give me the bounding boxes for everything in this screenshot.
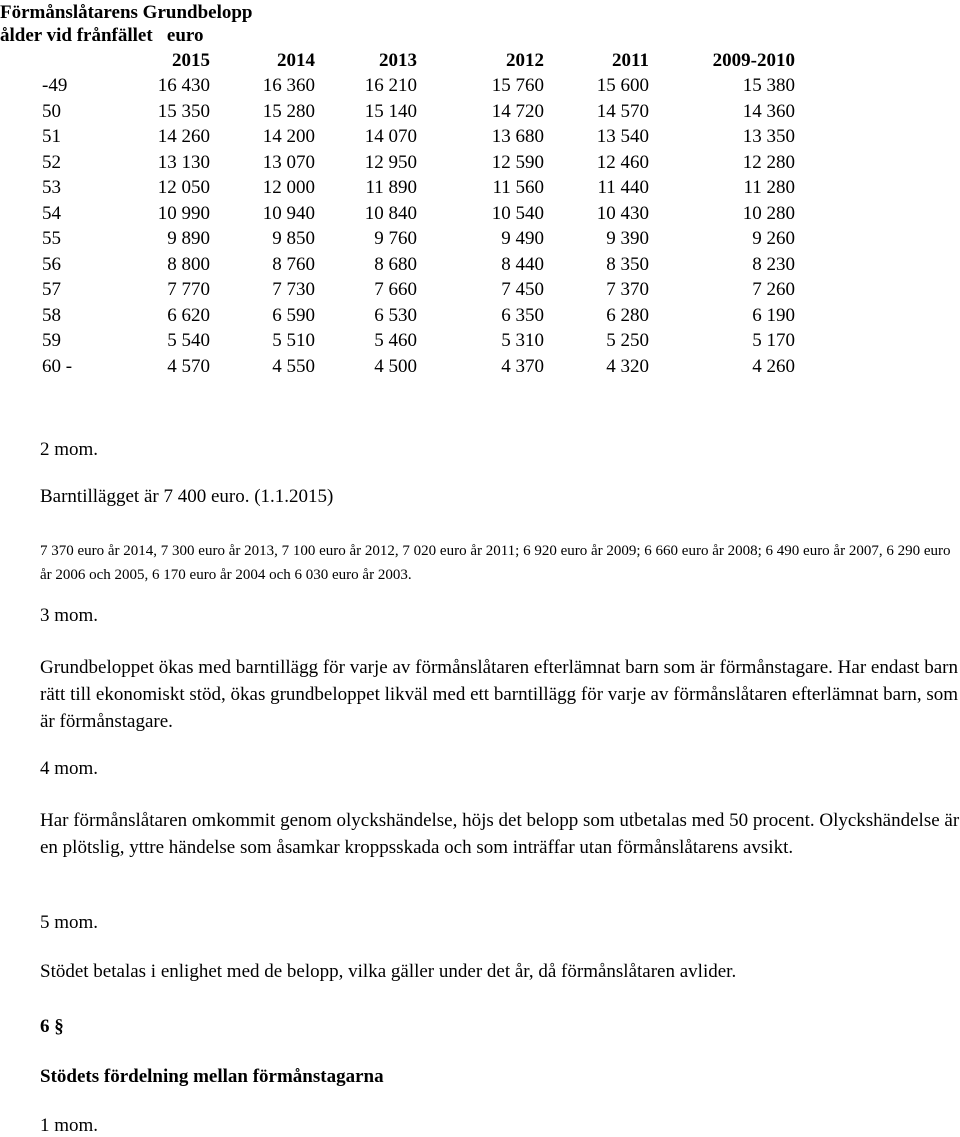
amount-cell: 8 440: [501, 253, 544, 275]
amount-cell: 13 130: [157, 151, 210, 173]
amount-cell: 5 510: [272, 330, 315, 352]
header-year-3: 2013: [379, 49, 417, 71]
mom5-heading: 5 mom.: [40, 912, 99, 933]
amount-cell: 7 770: [167, 279, 210, 301]
amount-cell: 14 070: [364, 126, 417, 148]
amount-cell: 12 460: [596, 151, 649, 173]
amount-cell: 10 840: [364, 202, 417, 224]
mom4-text: Har förmånslåtaren omkommit genom olyckshändelse, höjs det belopp som utbetalas med 50 procent. Olyckshändelse är en plötslig, yttre händelse som åsamkar kroppsskada och som inträffar utan förmånslåtarens avsikt.: [40, 810, 960, 858]
amount-cell: 7 260: [752, 279, 795, 301]
amount-cell: 14 720: [491, 100, 544, 122]
amount-cell: 13 680: [491, 126, 544, 148]
amount-cell: 15 760: [491, 75, 544, 97]
age-cell: 52: [42, 151, 61, 173]
amount-cell: 8 680: [374, 253, 417, 275]
amount-cell: 10 280: [742, 202, 795, 224]
table-row: [0, 125, 795, 151]
section-number: 6 §: [40, 1016, 64, 1037]
amount-cell: 10 430: [596, 202, 649, 224]
amount-cell: 9 850: [272, 228, 315, 250]
amount-cell: 6 530: [374, 304, 417, 326]
amount-cell: 12 280: [742, 151, 795, 173]
amount-cell: 15 600: [596, 75, 649, 97]
amount-cell: 11 280: [743, 177, 795, 199]
amount-cell: 8 760: [272, 253, 315, 275]
amount-cell: 5 250: [606, 330, 649, 352]
table-row: [0, 329, 795, 355]
amount-cell: 7 660: [374, 279, 417, 301]
amount-cell: 13 070: [262, 151, 315, 173]
amount-cell: 13 540: [596, 126, 649, 148]
amount-cell: 16 430: [157, 75, 210, 97]
benefit-table: [0, 48, 795, 380]
mom3-heading: 3 mom.: [40, 605, 99, 626]
amount-cell: 4 370: [501, 355, 544, 377]
amount-cell: 9 260: [752, 228, 795, 250]
amount-cell: 9 490: [501, 228, 544, 250]
age-cell: 54: [42, 202, 61, 224]
header-year-2: 2014: [277, 49, 315, 71]
header-year-1: 2015: [172, 49, 210, 71]
amount-cell: 11 560: [492, 177, 544, 199]
amount-cell: 15 280: [262, 100, 315, 122]
table-caption: ålder vid frånfället euro: [0, 25, 204, 46]
mom2-history: 7 370 euro år 2014, 7 300 euro år 2013, 7 100 euro år 2012, 7 020 euro år 2011; 6 920 euro år 2009; 6 660 euro år 2008; 6 490 euro år 2007, 6 290 euro år 2006 och 2005, 6 170 euro år 2004 och 6 030 euro år 2003.: [40, 543, 951, 583]
amount-cell: 15 380: [742, 75, 795, 97]
mom1-heading: 1 mom.: [40, 1115, 99, 1136]
amount-cell: 14 570: [596, 100, 649, 122]
table-row: [0, 278, 795, 304]
table-row: [0, 354, 795, 380]
amount-cell: 9 760: [374, 228, 417, 250]
document-title: Förmånslåtarens Grundbelopp: [0, 2, 253, 23]
amount-cell: 12 590: [491, 151, 544, 173]
age-cell: 51: [42, 126, 61, 148]
amount-cell: 5 170: [752, 330, 795, 352]
header-year-6: 2009-2010: [712, 49, 795, 71]
age-cell: 57: [42, 279, 61, 301]
amount-cell: 10 540: [491, 202, 544, 224]
amount-cell: 7 370: [606, 279, 649, 301]
amount-cell: 14 200: [262, 126, 315, 148]
amount-cell: 16 210: [364, 75, 417, 97]
amount-cell: 14 360: [742, 100, 795, 122]
amount-cell: 9 390: [606, 228, 649, 250]
amount-cell: 6 620: [167, 304, 210, 326]
amount-cell: 15 140: [364, 100, 417, 122]
amount-cell: 5 540: [167, 330, 210, 352]
mom2-text: Barntillägget är 7 400 euro. (1.1.2015): [40, 486, 334, 507]
amount-cell: 6 280: [606, 304, 649, 326]
amount-cell: 4 500: [374, 355, 417, 377]
table-row: [0, 227, 795, 253]
amount-cell: 4 570: [167, 355, 210, 377]
age-cell: 56: [42, 253, 61, 275]
age-cell: 60 -: [42, 355, 73, 377]
amount-cell: 16 360: [262, 75, 315, 97]
amount-cell: 4 550: [272, 355, 315, 377]
age-cell: 58: [42, 304, 61, 326]
age-cell: 55: [42, 228, 61, 250]
amount-cell: 11 890: [365, 177, 417, 199]
amount-cell: 12 050: [157, 177, 210, 199]
amount-cell: 10 940: [262, 202, 315, 224]
table-row: [0, 201, 795, 227]
mom4-heading: 4 mom.: [40, 758, 99, 779]
amount-cell: 6 590: [272, 304, 315, 326]
table-row: [0, 74, 795, 100]
section-title: Stödets fördelning mellan förmånstagarna: [40, 1066, 384, 1087]
amount-cell: 14 260: [157, 126, 210, 148]
table-row: [0, 303, 795, 329]
table-row: [0, 150, 795, 176]
age-cell: -49: [42, 75, 68, 97]
age-cell: 53: [42, 177, 61, 199]
amount-cell: 8 230: [752, 253, 795, 275]
amount-cell: 7 450: [501, 279, 544, 301]
header-year-4: 2012: [506, 49, 544, 71]
amount-cell: 8 350: [606, 253, 649, 275]
amount-cell: 6 350: [501, 304, 544, 326]
mom5-text: Stödet betalas i enlighet med de belopp, vilka gäller under det år, då förmånslåtaren avlider.: [40, 961, 737, 982]
amount-cell: 11 440: [597, 177, 649, 199]
amount-cell: 9 890: [167, 228, 210, 250]
amount-cell: 13 350: [742, 126, 795, 148]
amount-cell: 12 000: [262, 177, 315, 199]
amount-cell: 5 460: [374, 330, 417, 352]
amount-cell: 4 260: [752, 355, 795, 377]
table-header-row: [0, 48, 795, 74]
mom2-heading: 2 mom.: [40, 439, 99, 460]
table-row: [0, 99, 795, 125]
amount-cell: 8 800: [167, 253, 210, 275]
amount-cell: 5 310: [501, 330, 544, 352]
header-age-cell: [0, 48, 100, 74]
table-row: [0, 252, 795, 278]
amount-cell: 15 350: [157, 100, 210, 122]
amount-cell: 7 730: [272, 279, 315, 301]
age-cell: 59: [42, 330, 61, 352]
amount-cell: 4 320: [606, 355, 649, 377]
amount-cell: 6 190: [752, 304, 795, 326]
amount-cell: 10 990: [157, 202, 210, 224]
amount-cell: 12 950: [364, 151, 417, 173]
table-row: [0, 176, 795, 202]
header-year-5: 2011: [612, 49, 649, 71]
age-cell: 50: [42, 100, 61, 122]
mom3-text: Grundbeloppet ökas med barntillägg för varje av förmånslåtaren efterlämnat barn som är förmånstagare. Har endast barn rätt till ekonomiskt stöd, ökas grundbeloppet likväl med ett barntillägg för varje av förmånslåtaren efterlämnat barn, som är förmånstagare.: [40, 657, 959, 732]
